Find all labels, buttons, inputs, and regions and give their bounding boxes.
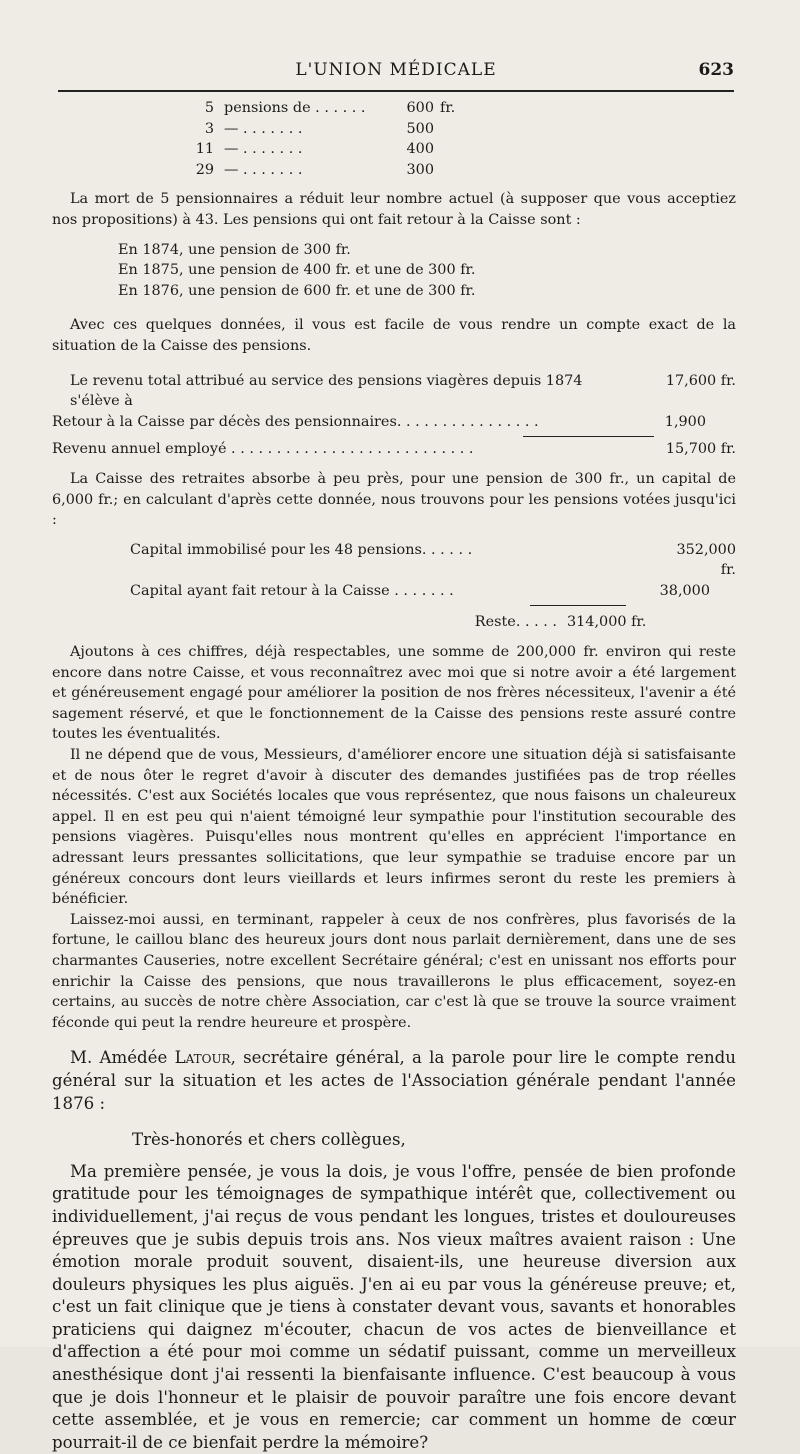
pension-unit — [434, 119, 440, 140]
pension-label: pensions de . . . . . . — [224, 100, 366, 116]
return-item: En 1875, une pension de 400 fr. et une de 300 fr. — [118, 262, 476, 279]
pension-count: 3 — [204, 120, 214, 137]
pension-count: 29 — [195, 161, 214, 178]
pension-unit — [434, 160, 440, 181]
paragraph-latour — [52, 1047, 736, 1115]
revenue-amount: 17,600 fr. — [665, 372, 736, 389]
pension-unit: fr. — [440, 100, 456, 116]
revenue-total-row — [52, 439, 736, 460]
paragraph-ajoutons: Ajoutons à ces chiffres, déjà respectables, une somme de 200,000 fr. environ qui reste encore dans notre Caisse, et vous reconnaîtrez avec moi que si notre avoir a été largement et généreusement engagé pour améliorer la position de nos frères nécessiteux, l'avenir a été sagement réservé, et que le fonctionnement de la Caisse des pensions reste assuré contre toutes les éventualités. — [52, 644, 736, 743]
pension-unit — [434, 139, 440, 160]
reste-row — [52, 612, 736, 633]
pension-label: — . . . . . . . — [224, 120, 303, 137]
pension-label: — . . . . . . . — [224, 141, 303, 158]
revenue-row — [52, 412, 736, 433]
paragraph-donnees: Avec ces quelques données, il vous est facile de vous rendre un compte exact de la situation de la Caisse des pensions. — [52, 317, 736, 354]
header-rule — [58, 90, 734, 92]
reste-amount: 314,000 fr. — [567, 614, 647, 631]
sum-rule — [523, 436, 654, 437]
return-item: En 1876, une pension de 600 fr. et une de 300 fr. — [118, 282, 476, 299]
pension-row — [52, 139, 736, 160]
pensions-table — [52, 98, 736, 180]
page-header — [58, 56, 734, 86]
returns-list — [118, 240, 736, 302]
pension-label: — . . . . . . . — [224, 161, 303, 178]
pension-count: 11 — [195, 141, 214, 158]
revenue-total-amount: 15,700 fr. — [665, 441, 736, 458]
salutation: Très-honorés et chers collègues, — [132, 1130, 406, 1150]
sum-rule — [530, 605, 626, 606]
capital-label: Capital ayant fait retour à la Caisse . . . . . . . — [130, 582, 454, 599]
capital-row — [52, 581, 736, 602]
pension-amount: 500 — [406, 120, 434, 137]
revenue-label: Le revenu total attribué au service des pensions viagères depuis 1874 s'élève à — [70, 372, 583, 410]
page-number: 623 — [698, 60, 734, 80]
latour-before: M. Amédée — [70, 1048, 175, 1068]
pension-amount: 300 — [406, 161, 434, 178]
revenue-row — [52, 371, 736, 412]
return-item: En 1874, une pension de 300 fr. — [118, 241, 351, 258]
reste-label: Reste. . . . . — [474, 614, 557, 631]
page-body — [52, 98, 736, 1454]
capital-amount: 38,000 — [659, 582, 710, 599]
paragraph-laissez: Laissez-moi aussi, en terminant, rappeler à ceux de nos confrères, plus favorisés de la fortune, le caillou blanc des heureux jours dont nous parlait dernièrement, dans une de ses charmantes Causeries, notre excellent Secrétaire général; c'est en unissant nos efforts pour enrichir la Caisse des pensions, que nous travaillerons le plus efficacement, soyez-en certains, au succès de notre chère Association, car c'est là que se trouve la source vraiment féconde qui peut la rendre heureure et prospère. — [52, 911, 736, 1031]
revenue-total-label: Revenu annuel employé . . . . . . . . . . . . . . . . . . . . . . . . . . . — [52, 441, 474, 458]
capital-label: Capital immobilisé pour les 48 pensions. . . . . . — [130, 541, 473, 558]
pension-row — [52, 98, 736, 119]
pension-row — [52, 160, 736, 181]
running-title: L'UNION MÉDICALE — [295, 60, 497, 80]
paragraph-pensee: Ma première pensée, je vous la dois, je vous l'offre, pensée de bien profonde gratitude pour les témoignages de sympathique intérêt que, collectivement ou individuellement, j'ai reçus de vous pendant les longues, tristes et douloureuses épreuves que je subis depuis trois ans. Nos vieux maîtres avaient raison : Une émotion morale produit souvent, disaient-ils, une heureuse diversion aux douleurs physiques les plus aiguës. J'en ai eu par vous la généreuse preuve; et, c'est un fait clinique que je tiens à constater devant vous, savants et honorables praticiens qui daignez m'écouter, chacun de vos actes de bienveillance et d'affection a été pour moi comme un sédatif puissant, comme un merveilleux anesthésique dont j'ai ressenti la bienfaisante influence. C'est beaucoup à vous que je dois l'honneur et le plaisir de pouvoir paraître une fois encore devant cette assemblée, et je vous en remercie; car comment un homme de cœur pourrait-il de ce bienfait perdre la mémoire? — [52, 1161, 736, 1452]
paragraph-depend: Il ne dépend que de vous, Messieurs, d'améliorer encore une situation déjà si satisfaisante et de nous ôter le regret d'avoir à discuter des demandes justifiées pas de trop réelles nécessités. C'est aux Sociétés locales que vous représentez, que nous faisons un chaleureux appel. Il en est peu qui n'aient témoigné leur sympathie pour l'institution secourable des pensions viagères. Puisqu'elles nous montrent qu'elles en apprécient l'importance en adressant leurs pressantes sollicitations, que leur sympathie se traduise encore par un généreux concours dont leurs vieillards et leurs infirmes seront du reste les premiers à bénéficier. — [52, 747, 736, 908]
pension-amount: 400 — [406, 141, 434, 158]
author-name: Latour — [174, 1048, 231, 1068]
pension-amount: 600 — [406, 100, 434, 116]
capital-amount: 352,000 fr. — [676, 541, 736, 579]
paragraph-mort: La mort de 5 pensionnaires a réduit leur nombre actuel (à supposer que vous acceptiez nos propositions) à 43. Les pensions qui ont fait retour à la Caisse sont : — [52, 191, 736, 228]
capital-row — [52, 540, 736, 581]
paragraph-retraites: La Caisse des retraites absorbe à peu près, pour une pension de 300 fr., un capital de 6,000 fr.; en calculant d'après cette donnée, nous trouvons pour les pensions votées jusqu'ici : — [52, 470, 736, 529]
latour-after: , secrétaire général, a la parole pour lire le compte rendu général sur la situation et les actes de l'Association générale pendant l'année 1876 : — [52, 1048, 736, 1113]
revenue-label: Retour à la Caisse par décès des pensionnaires. . . . . . . . . . . . . . . . — [52, 413, 539, 430]
pension-row — [52, 119, 736, 140]
pension-count: 5 — [204, 100, 214, 116]
revenue-amount: 1,900 — [664, 413, 706, 430]
